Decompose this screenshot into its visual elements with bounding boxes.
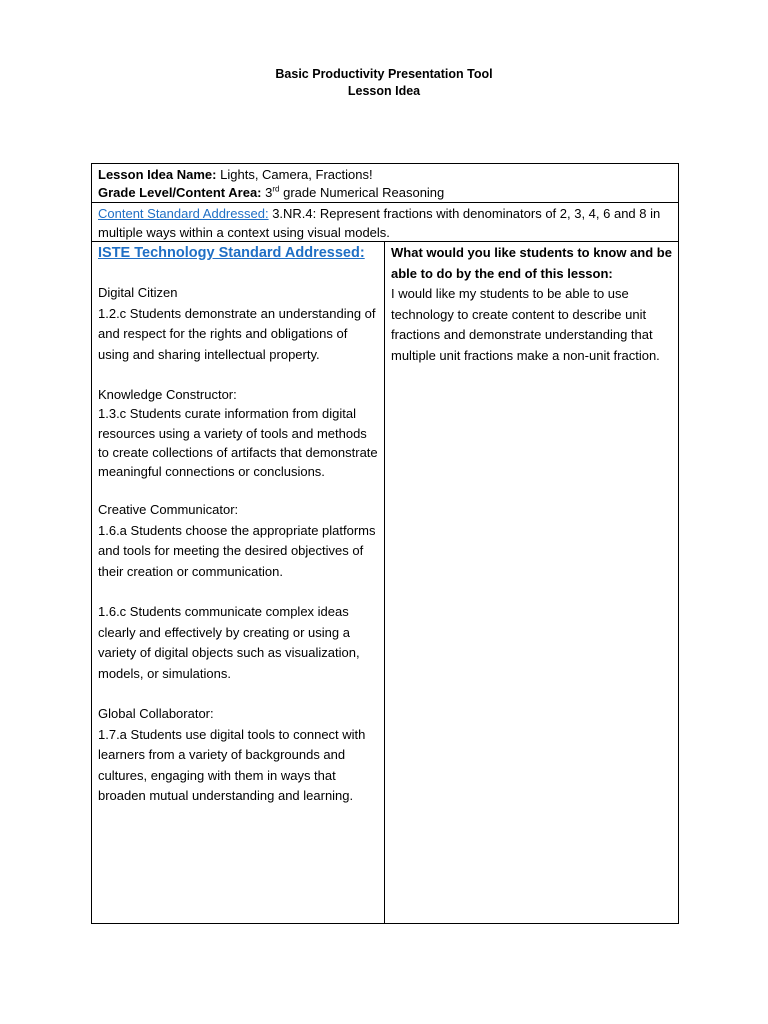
iste-section-text: 1.2.c Students demonstrate an understanding of and respect for the rights and obligations of using and sharing intellectual property. [98,305,376,362]
grade-level-suffix: rd [272,184,280,194]
content-standard-link[interactable]: Content Standard Addressed: [98,206,269,221]
iste-section-title: Global Collaborator: [98,706,214,722]
iste-standard-link[interactable]: ISTE Technology Standard Addressed: [98,245,365,261]
lesson-name-line [98,166,672,184]
iste-section-title: Creative Communicator: [98,502,239,518]
lesson-info-row [92,164,678,203]
iste-section-global-collaborator [98,704,378,807]
iste-section-digital-citizen [98,283,378,365]
lesson-name-label: Lesson Idea Name: [98,167,217,182]
document-subtitle: Lesson Idea [347,84,421,98]
document-header [0,66,768,100]
iste-section-text: 1.3.c Students curate information from digital resources using a variety of tools and methods to create collections of artifacts that demonstrate meaningful connections or conclusions. [98,406,378,480]
objectives-question: What would you like students to know and be able to do by the end of this lesson: [391,245,672,281]
content-standard-row [92,203,678,242]
document-title: Basic Productivity Presentation Tool [275,67,493,81]
objectives-cell [385,242,678,923]
grade-level-line [98,184,672,202]
content-standard-value: 3.NR.4: Represent fractions with denominators of 2, 3, 4, 6 and 8 in multiple ways within a context using visual models. [98,206,661,240]
iste-section-text: 1.7.a Students use digital tools to connect with learners from a variety of backgrounds and cultures, engaging with them in ways that broaden mutual understanding and learning. [98,726,366,804]
iste-section-text: 1.6.a Students choose the appropriate platforms and tools for meeting the desired objectives of their creation or communication. [98,522,376,579]
grade-level-number: 3 [265,185,273,200]
iste-section-text: 1.6.c Students communicate complex ideas clearly and effectively by creating or using a variety of digital objects such as visualization, models, or simulations. [98,604,360,681]
lesson-table [91,163,679,924]
grade-level-label: Grade Level/Content Area: [98,185,262,200]
iste-section-title: Knowledge Constructor: [98,387,237,402]
grade-level-value: grade Numerical Reasoning [283,185,445,200]
iste-standards-cell [92,242,385,923]
iste-section-creative-communicator [98,500,378,582]
iste-section-knowledge-constructor [98,385,378,481]
objectives-answer: I would like my students to be able to use technology to create content to describe unit fractions and demonstrate understanding that multiple unit fractions make a non-unit fraction. [391,286,660,363]
iste-section-title: Digital Citizen [98,285,178,300]
lesson-name-value: Lights, Camera, Fractions! [220,167,373,182]
iste-section-communicate-complex [98,602,378,684]
